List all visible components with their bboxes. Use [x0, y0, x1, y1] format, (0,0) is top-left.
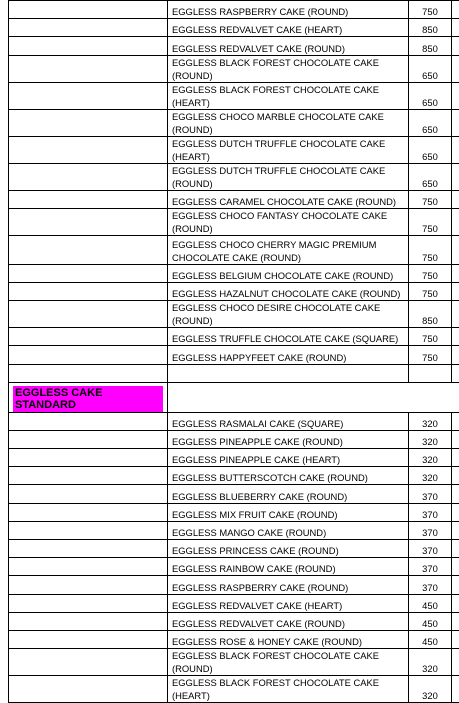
item-price: 370 — [409, 576, 452, 594]
item-price: 450 — [409, 612, 452, 630]
table-row — [9, 235, 459, 264]
empty-cell — [452, 412, 459, 430]
empty-cell — [9, 540, 168, 558]
item-name: EGGLESS BLACK FOREST CHOCOLATE CAKE (HEART) — [168, 82, 409, 109]
empty-cell — [452, 301, 459, 328]
empty-cell — [9, 163, 168, 190]
empty-cell — [452, 676, 459, 703]
empty-cell — [409, 364, 452, 382]
item-price: 650 — [409, 82, 452, 109]
item-price: 650 — [409, 163, 452, 190]
empty-cell — [9, 301, 168, 328]
item-price: 320 — [409, 467, 452, 485]
empty-cell — [9, 521, 168, 539]
empty-cell — [452, 264, 459, 282]
empty-cell — [9, 208, 168, 235]
empty-cell — [9, 136, 168, 163]
item-name: EGGLESS BLUEBERRY CAKE (ROUND) — [168, 485, 409, 503]
item-name: EGGLESS BLACK FOREST CHOCOLATE CAKE (HEART) — [168, 676, 409, 703]
item-price: 450 — [409, 630, 452, 648]
empty-cell — [452, 503, 459, 521]
table-row — [9, 558, 459, 576]
item-name: EGGLESS REDVALVET CAKE (HEART) — [168, 19, 409, 37]
item-price: 750 — [409, 328, 452, 346]
item-name: EGGLESS MANGO CAKE (ROUND) — [168, 521, 409, 539]
table-row — [9, 630, 459, 648]
empty-cell — [452, 136, 459, 163]
item-name: EGGLESS CHOCO MARBLE CHOCOLATE CAKE (ROUND) — [168, 109, 409, 136]
item-price: 750 — [409, 264, 452, 282]
item-name: EGGLESS BUTTERSCOTCH CAKE (ROUND) — [168, 467, 409, 485]
item-name: EGGLESS MIX FRUIT CAKE (ROUND) — [168, 503, 409, 521]
table-row — [9, 1, 459, 19]
empty-cell — [9, 109, 168, 136]
empty-cell — [452, 449, 459, 467]
empty-cell — [9, 503, 168, 521]
empty-cell — [452, 346, 459, 364]
empty-cell — [9, 676, 168, 703]
table-row — [9, 109, 459, 136]
item-price: 850 — [409, 19, 452, 37]
item-price: 750 — [409, 1, 452, 19]
empty-cell — [452, 37, 459, 55]
empty-cell — [452, 649, 459, 676]
table-row — [9, 82, 459, 109]
empty-cell — [452, 208, 459, 235]
empty-cell — [452, 594, 459, 612]
item-price: 370 — [409, 485, 452, 503]
empty-cell — [9, 1, 168, 19]
item-name: EGGLESS RASPBERRY CAKE (ROUND) — [168, 576, 409, 594]
item-name: EGGLESS CARAMEL CHOCOLATE CAKE (ROUND) — [168, 190, 409, 208]
table-row — [9, 485, 459, 503]
item-name: EGGLESS CHOCO CHERRY MAGIC PREMIUM CHOCOLATE CAKE (ROUND) — [168, 235, 409, 264]
empty-cell — [9, 430, 168, 448]
item-name: EGGLESS BLACK FOREST CHOCOLATE CAKE (ROUND) — [168, 649, 409, 676]
item-price: 650 — [409, 55, 452, 82]
category-cell — [9, 382, 168, 412]
empty-cell — [9, 346, 168, 364]
empty-cell — [9, 190, 168, 208]
empty-cell — [452, 163, 459, 190]
item-name: EGGLESS REDVALVET CAKE (ROUND) — [168, 612, 409, 630]
table-row — [9, 301, 459, 328]
empty-cell — [9, 612, 168, 630]
table-row — [9, 467, 459, 485]
item-price: 370 — [409, 503, 452, 521]
item-price: 750 — [409, 208, 452, 235]
table-row — [9, 190, 459, 208]
item-price: 750 — [409, 190, 452, 208]
item-name: EGGLESS PINEAPPLE CAKE (HEART) — [168, 449, 409, 467]
table-row — [9, 594, 459, 612]
category-label: EGGLESS CAKE STANDARD — [13, 386, 163, 412]
table-row — [9, 264, 459, 282]
empty-cell — [452, 19, 459, 37]
item-price: 850 — [409, 301, 452, 328]
item-name: EGGLESS DUTCH TRUFFLE CHOCOLATE CAKE (HEART) — [168, 136, 409, 163]
empty-cell — [9, 235, 168, 264]
item-price: 850 — [409, 37, 452, 55]
table-row — [9, 282, 459, 300]
item-price: 320 — [409, 449, 452, 467]
table-row — [9, 576, 459, 594]
item-name: EGGLESS RASPBERRY CAKE (ROUND) — [168, 1, 409, 19]
table-row — [9, 37, 459, 55]
table-row — [9, 328, 459, 346]
item-price: 370 — [409, 540, 452, 558]
item-name: EGGLESS RASMALAI CAKE (SQUARE) — [168, 412, 409, 430]
empty-cell — [452, 328, 459, 346]
empty-cell — [9, 82, 168, 109]
empty-cell — [452, 540, 459, 558]
item-price: 650 — [409, 109, 452, 136]
empty-cell — [452, 364, 459, 382]
table-row — [9, 208, 459, 235]
item-name: EGGLESS CHOCO FANTASY CHOCOLATE CAKE (ROUND) — [168, 208, 409, 235]
empty-cell — [9, 467, 168, 485]
item-price: 320 — [409, 649, 452, 676]
item-name: EGGLESS HAPPYFEET CAKE (ROUND) — [168, 346, 409, 364]
table-row — [9, 430, 459, 448]
item-price: 320 — [409, 676, 452, 703]
item-name: EGGLESS REDVALVET CAKE (ROUND) — [168, 37, 409, 55]
empty-cell — [9, 485, 168, 503]
empty-cell — [452, 82, 459, 109]
item-name: EGGLESS REDVALVET CAKE (HEART) — [168, 594, 409, 612]
empty-cell — [452, 109, 459, 136]
empty-cell — [452, 612, 459, 630]
table-row — [9, 521, 459, 539]
item-name: EGGLESS ROSE & HONEY CAKE (ROUND) — [168, 630, 409, 648]
empty-cell — [9, 264, 168, 282]
empty-cell — [452, 558, 459, 576]
item-price: 650 — [409, 136, 452, 163]
table-row — [9, 136, 459, 163]
item-name: EGGLESS TRUFFLE CHOCOLATE CAKE (SQUARE) — [168, 328, 409, 346]
table-row — [9, 503, 459, 521]
table-row — [9, 163, 459, 190]
table-row — [9, 612, 459, 630]
empty-cell — [452, 576, 459, 594]
item-price: 320 — [409, 430, 452, 448]
item-name: EGGLESS PINEAPPLE CAKE (ROUND) — [168, 430, 409, 448]
empty-cell — [168, 364, 409, 382]
empty-cell — [9, 594, 168, 612]
item-name: EGGLESS HAZALNUT CHOCOLATE CAKE (ROUND) — [168, 282, 409, 300]
item-name: EGGLESS CHOCO DESIRE CHOCOLATE CAKE (ROUND) — [168, 301, 409, 328]
empty-cell — [9, 558, 168, 576]
table-row — [9, 676, 459, 703]
table-row — [9, 55, 459, 82]
item-name: EGGLESS BLACK FOREST CHOCOLATE CAKE (ROUND) — [168, 55, 409, 82]
empty-cell — [452, 630, 459, 648]
menu-table-body — [9, 1, 459, 703]
item-price: 750 — [409, 282, 452, 300]
table-row — [9, 449, 459, 467]
item-price: 320 — [409, 412, 452, 430]
table-row — [9, 649, 459, 676]
item-name: EGGLESS DUTCH TRUFFLE CHOCOLATE CAKE (ROUND) — [168, 163, 409, 190]
empty-cell — [452, 430, 459, 448]
table-row — [9, 19, 459, 37]
item-name: EGGLESS RAINBOW CAKE (ROUND) — [168, 558, 409, 576]
empty-cell — [9, 55, 168, 82]
empty-cell — [452, 55, 459, 82]
item-name: EGGLESS PRINCESS CAKE (ROUND) — [168, 540, 409, 558]
item-price: 450 — [409, 594, 452, 612]
empty-cell — [452, 1, 459, 19]
empty-cell — [9, 37, 168, 55]
empty-cell — [9, 282, 168, 300]
item-price: 370 — [409, 521, 452, 539]
table-row — [9, 540, 459, 558]
empty-cell — [9, 412, 168, 430]
category-row — [9, 382, 459, 412]
empty-cell — [452, 282, 459, 300]
table-row — [9, 346, 459, 364]
empty-cell — [168, 382, 459, 412]
item-price: 370 — [409, 558, 452, 576]
item-price: 750 — [409, 235, 452, 264]
empty-cell — [9, 19, 168, 37]
empty-cell — [9, 576, 168, 594]
item-price: 750 — [409, 346, 452, 364]
table-row — [9, 412, 459, 430]
empty-cell — [452, 235, 459, 264]
empty-cell — [9, 649, 168, 676]
menu-price-table — [8, 0, 459, 703]
empty-cell — [9, 364, 168, 382]
empty-cell — [9, 449, 168, 467]
item-name: EGGLESS BELGIUM CHOCOLATE CAKE (ROUND) — [168, 264, 409, 282]
empty-cell — [452, 190, 459, 208]
empty-cell — [9, 630, 168, 648]
empty-cell — [9, 328, 168, 346]
empty-cell — [452, 485, 459, 503]
empty-cell — [452, 521, 459, 539]
empty-cell — [452, 467, 459, 485]
separator-row — [9, 364, 459, 382]
